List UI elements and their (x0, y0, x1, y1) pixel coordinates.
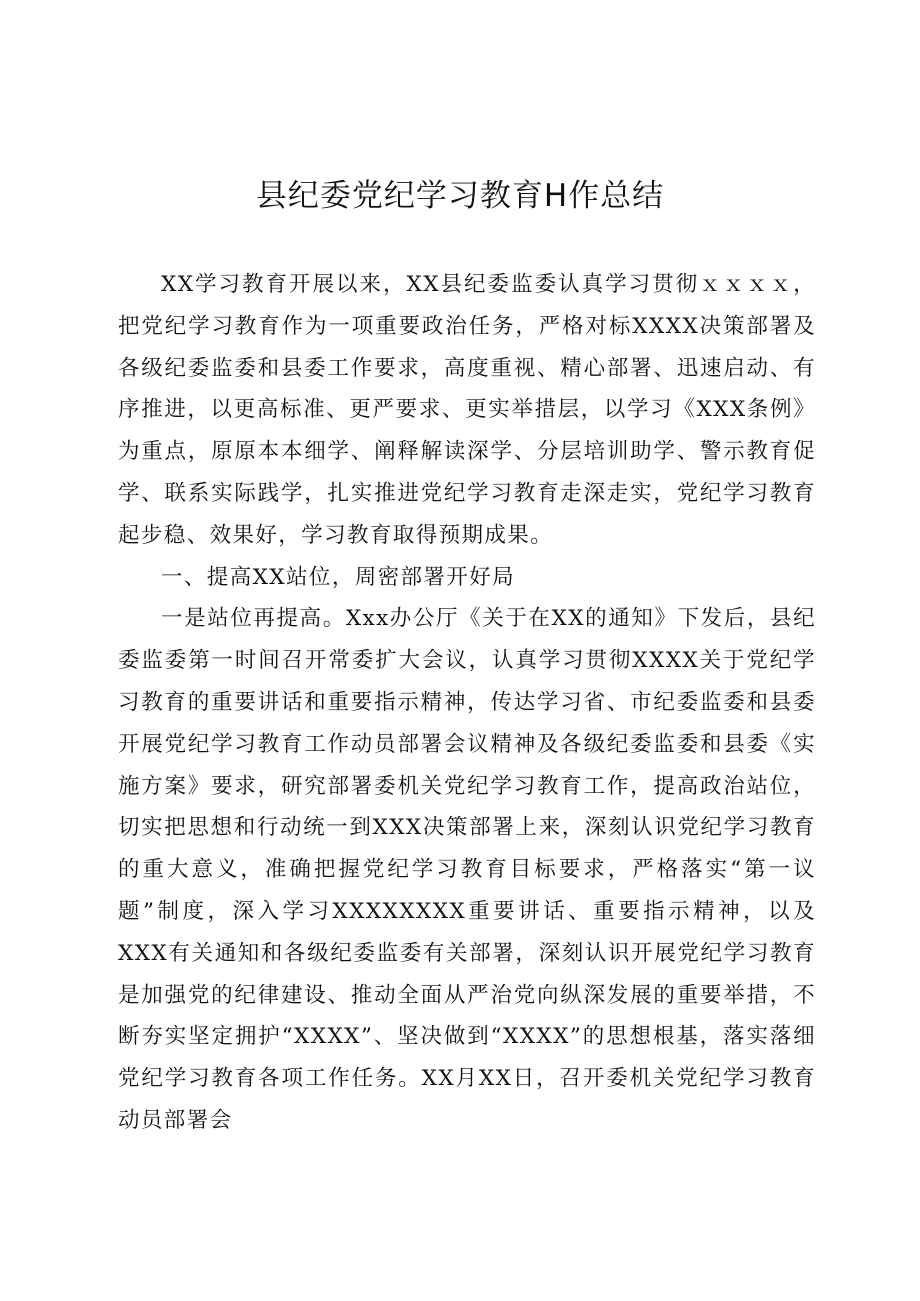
section-1-paragraph-1: 一是站位再提高。Xxx办公厅《关于在XX的通知》下发后，县纪委监委第一时间召开常委扩大会议，认真学习贯彻XXXX关于党纪学习教育的重要讲话和重要指示精神，传达学习省、市纪委监委和县委开展党纪学习教育工作动员部署会议精神及各级纪委监委和县委《实施方案》要求，研究部署委机关党纪学习教育工作，提高政治站位，切实把思想和行动统一到XXX决策部署上来，深刻认识党纪学习教育的重大意义，准确把握党纪学习教育目标要求，严格落实“第一议题”制度，深入学习XXXXXXXX重要讲话、重要指示精神，以及XXX有关通知和各级纪委监委有关部署，深刻认识开展党纪学习教育是加强党的纪律建设、推动全面从严治党向纵深发展的重要举措，不断夯实坚定拥护“XXXX”、坚决做到“XXXX”的思想根基，落实落细党纪学习教育各项工作任务。XX月XX日，召开委机关党纪学习教育动员部署会 (118, 606, 816, 1133)
intro-paragraph: XX学习教育开展以来，XX县纪委监委认真学习贯彻ｘｘｘｘ，把党纪学习教育作为一项重要政治任务，严格对标XXXX决策部署及各级纪委监委和县委工作要求，高度重视、精心部署、迅速启动、有序推进，以更高标准、更严要求、更实举措层，以学习《XXX条例》为重点，原原本本细学、阐释解读深学、分层培训助学、警示教育促学、联系实际践学，扎实推进党纪学习教育走深走实，党纪学习教育起步稳、效果好，学习教育取得预期成果。 (118, 272, 816, 548)
document-title: 县纪委党纪学习教育H作总结 (255, 178, 665, 214)
document-body (118, 264, 816, 1142)
section-heading-1: 一、提高XX站位，周密部署开好局 (161, 564, 516, 590)
